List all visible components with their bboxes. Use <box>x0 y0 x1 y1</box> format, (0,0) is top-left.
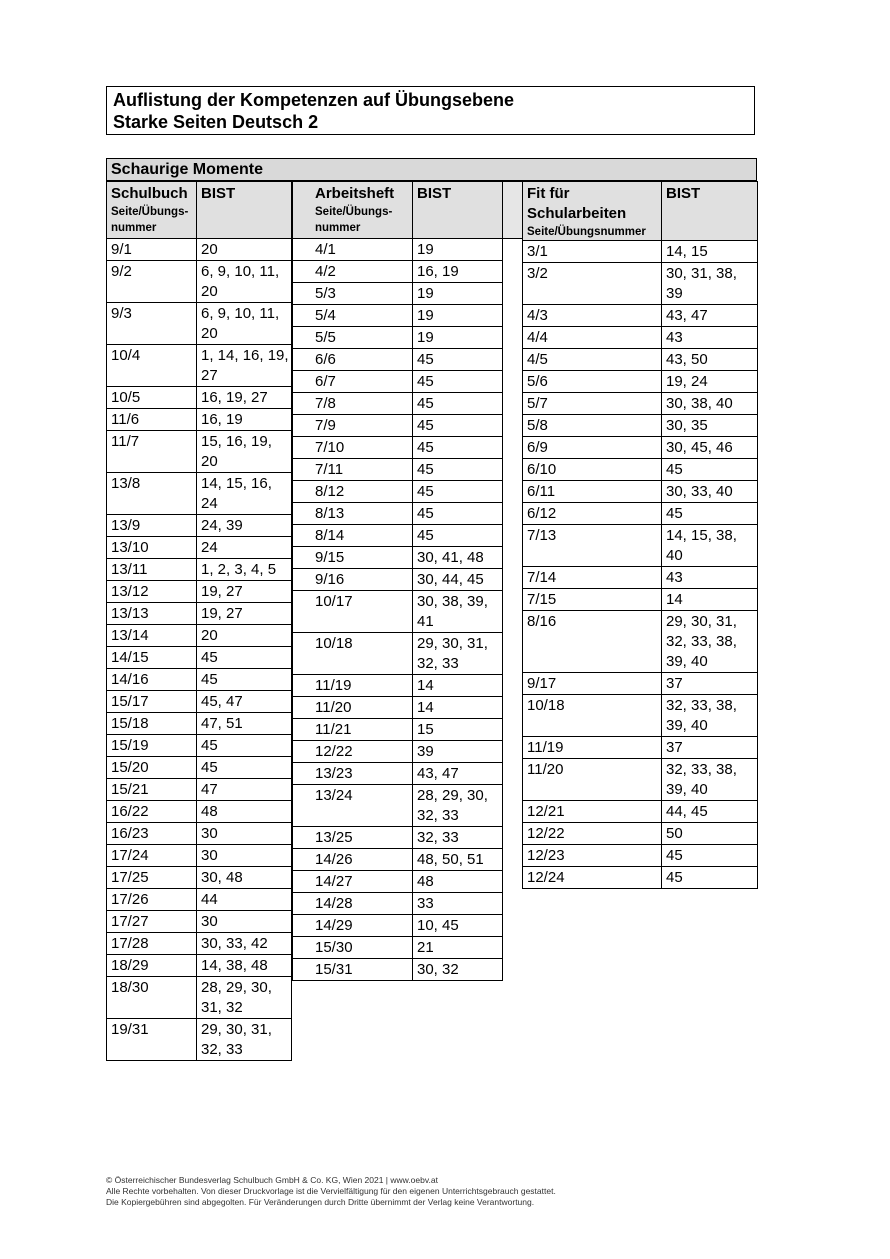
schulbuch-row <box>107 977 292 1019</box>
arbeitsheft-nummer: 7/10 <box>293 437 413 459</box>
fit-row <box>523 349 758 371</box>
arbeitsheft-row <box>293 261 503 283</box>
fit-row <box>523 867 758 889</box>
fit-bist: 43, 47 <box>662 305 758 327</box>
fit-row <box>523 393 758 415</box>
arbeitsheft-row <box>293 415 503 437</box>
arbeitsheft-nummer: 7/8 <box>293 393 413 415</box>
schulbuch-row <box>107 801 292 823</box>
schulbuch-row <box>107 581 292 603</box>
schulbuch-row <box>107 911 292 933</box>
arbeitsheft-nummer: 4/1 <box>293 239 413 261</box>
arbeitsheft-table-body <box>293 182 503 981</box>
arbeitsheft-bist: 30, 38, 39, 41 <box>413 591 503 633</box>
schulbuch-nummer: 17/25 <box>107 867 197 889</box>
schulbuch-nummer: 13/14 <box>107 625 197 647</box>
arbeitsheft-bist: 29, 30, 31, 32, 33 <box>413 633 503 675</box>
arbeitsheft-row <box>293 915 503 937</box>
schulbuch-nummer: 17/28 <box>107 933 197 955</box>
fit-nummer: 7/13 <box>523 525 662 567</box>
arbeitsheft-nummer: 8/12 <box>293 481 413 503</box>
fit-bist: 45 <box>662 867 758 889</box>
fit-bist: 45 <box>662 503 758 525</box>
arbeitsheft-bist: 45 <box>413 415 503 437</box>
schulbuch-bist: 47 <box>197 779 292 801</box>
arbeitsheft-nummer: 15/30 <box>293 937 413 959</box>
arbeitsheft-row <box>293 849 503 871</box>
fit-nummer: 11/19 <box>523 737 662 759</box>
arbeitsheft-nummer: 6/7 <box>293 371 413 393</box>
arbeitsheft-bist: 30, 41, 48 <box>413 547 503 569</box>
arbeitsheft-bist: 14 <box>413 675 503 697</box>
arbeitsheft-row <box>293 305 503 327</box>
fit-bist: 30, 38, 40 <box>662 393 758 415</box>
arbeitsheft-nummer: 5/4 <box>293 305 413 327</box>
schulbuch-bist: 6, 9, 10, 11, 20 <box>197 303 292 345</box>
document-title: Auflistung der Kompetenzen auf Übungsebene <box>113 90 515 110</box>
fit-bist: 14, 15, 38, 40 <box>662 525 758 567</box>
fit-bist: 45 <box>662 845 758 867</box>
arbeitsheft-row <box>293 525 503 547</box>
schulbuch-bist: 30, 48 <box>197 867 292 889</box>
fit-bist: 32, 33, 38, 39, 40 <box>662 695 758 737</box>
document-subtitle: Starke Seiten Deutsch 2 <box>113 112 319 132</box>
arbeitsheft-row <box>293 481 503 503</box>
schulbuch-nummer: 19/31 <box>107 1019 197 1061</box>
fit-row <box>523 327 758 349</box>
arbeitsheft-row <box>293 785 503 827</box>
arbeitsheft-nummer: 8/13 <box>293 503 413 525</box>
schulbuch-bist: 44 <box>197 889 292 911</box>
arbeitsheft-row <box>293 569 503 591</box>
arbeitsheft-nummer: 15/31 <box>293 959 413 981</box>
arbeitsheft-row <box>293 893 503 915</box>
arbeitsheft-row <box>293 675 503 697</box>
fit-bist: 32, 33, 38, 39, 40 <box>662 759 758 801</box>
schulbuch-row <box>107 779 292 801</box>
schulbuch-bist: 16, 19 <box>197 409 292 431</box>
footer-fees: Die Kopiergebühren sind abgegolten. Für Veränderungen durch Dritte übernimmt der Verlag keine Verantwortung. <box>106 1197 535 1207</box>
fit-nummer: 12/22 <box>523 823 662 845</box>
arbeitsheft-row <box>293 283 503 305</box>
fit-nummer: 5/6 <box>523 371 662 393</box>
schulbuch-row <box>107 867 292 889</box>
fit-row <box>523 503 758 525</box>
fit-nummer: 5/7 <box>523 393 662 415</box>
schulbuch-bist: 45 <box>197 735 292 757</box>
schulbuch-bist: 14, 15, 16, 24 <box>197 473 292 515</box>
arbeitsheft-nummer: 6/6 <box>293 349 413 371</box>
schulbuch-table-body <box>107 182 292 1061</box>
arbeitsheft-nummer: 11/21 <box>293 719 413 741</box>
arbeitsheft-row <box>293 937 503 959</box>
fit-nummer: 6/11 <box>523 481 662 503</box>
arbeitsheft-row <box>293 327 503 349</box>
arbeitsheft-nummer: 14/27 <box>293 871 413 893</box>
fit-nummer: 6/9 <box>523 437 662 459</box>
fit-nummer: 4/4 <box>523 327 662 349</box>
schulbuch-row <box>107 647 292 669</box>
schulbuch-bist: 47, 51 <box>197 713 292 735</box>
schulbuch-bist: 45 <box>197 647 292 669</box>
fit-bist: 30, 33, 40 <box>662 481 758 503</box>
arbeitsheft-bist: 45 <box>413 349 503 371</box>
bist-header-label: BIST <box>666 185 701 202</box>
arbeitsheft-row <box>293 871 503 893</box>
arbeitsheft-header <box>293 182 413 239</box>
arbeitsheft-row <box>293 371 503 393</box>
arbeitsheft-bist-header <box>413 182 503 239</box>
schulbuch-row <box>107 303 292 345</box>
arbeitsheft-bist: 15 <box>413 719 503 741</box>
section-title: Schaurige Momente <box>106 158 757 181</box>
schulbuch-bist: 20 <box>197 239 292 261</box>
fit-row <box>523 371 758 393</box>
fit-nummer: 11/20 <box>523 759 662 801</box>
fit-bist: 37 <box>662 673 758 695</box>
fit-bist: 45 <box>662 459 758 481</box>
schulbuch-nummer: 18/30 <box>107 977 197 1019</box>
arbeitsheft-nummer: 7/9 <box>293 415 413 437</box>
arbeitsheft-nummer: 9/16 <box>293 569 413 591</box>
arbeitsheft-nummer: 5/3 <box>293 283 413 305</box>
fit-nummer: 12/21 <box>523 801 662 823</box>
schulbuch-nummer: 14/15 <box>107 647 197 669</box>
arbeitsheft-row <box>293 719 503 741</box>
arbeitsheft-row <box>293 633 503 675</box>
fit-row <box>523 801 758 823</box>
schulbuch-bist: 30, 33, 42 <box>197 933 292 955</box>
footer-copyright: © Österreichischer Bundesverlag Schulbuch GmbH & Co. KG, Wien 2021 | www.oebv.at <box>106 1175 438 1185</box>
arbeitsheft-nummer: 13/24 <box>293 785 413 827</box>
schulbuch-bist: 19, 27 <box>197 581 292 603</box>
fit-bist: 37 <box>662 737 758 759</box>
arbeitsheft-bist: 33 <box>413 893 503 915</box>
schulbuch-nummer: 17/24 <box>107 845 197 867</box>
schulbuch-row <box>107 409 292 431</box>
arbeitsheft-nummer: 14/26 <box>293 849 413 871</box>
arbeitsheft-row <box>293 349 503 371</box>
schulbuch-nummer: 18/29 <box>107 955 197 977</box>
fit-bist: 44, 45 <box>662 801 758 823</box>
arbeitsheft-bist: 19 <box>413 283 503 305</box>
arbeitsheft-row <box>293 591 503 633</box>
fit-nummer: 3/1 <box>523 241 662 263</box>
fit-row <box>523 759 758 801</box>
fit-row <box>523 415 758 437</box>
fit-nummer: 12/23 <box>523 845 662 867</box>
fit-nummer: 7/14 <box>523 567 662 589</box>
arbeitsheft-header-label: Arbeitsheft <box>315 185 395 202</box>
arbeitsheft-nummer: 12/22 <box>293 741 413 763</box>
arbeitsheft-nummer: 13/25 <box>293 827 413 849</box>
arbeitsheft-bist: 19 <box>413 305 503 327</box>
arbeitsheft-bist: 45 <box>413 437 503 459</box>
schulbuch-bist: 30 <box>197 823 292 845</box>
arbeitsheft-nummer: 5/5 <box>293 327 413 349</box>
arbeitsheft-row <box>293 503 503 525</box>
fit-row <box>523 673 758 695</box>
arbeitsheft-bist: 30, 32 <box>413 959 503 981</box>
arbeitsheft-row <box>293 459 503 481</box>
schulbuch-header-row <box>107 182 292 239</box>
schulbuch-header <box>107 182 197 239</box>
schulbuch-row <box>107 345 292 387</box>
schulbuch-row <box>107 823 292 845</box>
arbeitsheft-nummer: 10/17 <box>293 591 413 633</box>
fit-bist: 43 <box>662 567 758 589</box>
fit-row <box>523 737 758 759</box>
fit-row <box>523 525 758 567</box>
fit-bist: 14 <box>662 589 758 611</box>
arbeitsheft-nummer: 8/14 <box>293 525 413 547</box>
schulbuch-nummer: 15/18 <box>107 713 197 735</box>
arbeitsheft-bist: 28, 29, 30, 32, 33 <box>413 785 503 827</box>
arbeitsheft-nummer: 11/20 <box>293 697 413 719</box>
schulbuch-nummer: 9/3 <box>107 303 197 345</box>
arbeitsheft-header-row <box>293 182 503 239</box>
arbeitsheft-nummer: 11/19 <box>293 675 413 697</box>
arbeitsheft-bist: 19 <box>413 239 503 261</box>
schulbuch-nummer: 13/10 <box>107 537 197 559</box>
footer <box>106 1175 556 1208</box>
arbeitsheft-bist: 48, 50, 51 <box>413 849 503 871</box>
schulbuch-nummer: 15/20 <box>107 757 197 779</box>
arbeitsheft-row <box>293 697 503 719</box>
fit-table <box>522 181 758 889</box>
schulbuch-row <box>107 845 292 867</box>
schulbuch-nummer: 11/7 <box>107 431 197 473</box>
arbeitsheft-nummer: 13/23 <box>293 763 413 785</box>
arbeitsheft-row <box>293 547 503 569</box>
fit-row <box>523 437 758 459</box>
arbeitsheft-bist: 16, 19 <box>413 261 503 283</box>
schulbuch-bist: 45, 47 <box>197 691 292 713</box>
schulbuch-nummer: 9/1 <box>107 239 197 261</box>
schulbuch-bist: 19, 27 <box>197 603 292 625</box>
schulbuch-row <box>107 955 292 977</box>
schulbuch-bist-header <box>197 182 292 239</box>
fit-bist: 43, 50 <box>662 349 758 371</box>
arbeitsheft-table <box>292 181 503 981</box>
arbeitsheft-row <box>293 959 503 981</box>
fit-bist-header <box>662 182 758 241</box>
fit-bist: 30, 31, 38, 39 <box>662 263 758 305</box>
schulbuch-row <box>107 625 292 647</box>
fit-row <box>523 823 758 845</box>
fit-header-row <box>523 182 758 241</box>
arbeitsheft-bist: 43, 47 <box>413 763 503 785</box>
schulbuch-bist: 6, 9, 10, 11, 20 <box>197 261 292 303</box>
fit-nummer: 5/8 <box>523 415 662 437</box>
arbeitsheft-bist: 45 <box>413 525 503 547</box>
schulbuch-row <box>107 387 292 409</box>
schulbuch-nummer: 13/8 <box>107 473 197 515</box>
arbeitsheft-row <box>293 741 503 763</box>
arbeitsheft-bist: 30, 44, 45 <box>413 569 503 591</box>
fit-table-body <box>523 182 758 889</box>
schulbuch-nummer: 13/11 <box>107 559 197 581</box>
fit-bist: 19, 24 <box>662 371 758 393</box>
schulbuch-nummer: 11/6 <box>107 409 197 431</box>
fit-row <box>523 567 758 589</box>
fit-nummer: 12/24 <box>523 867 662 889</box>
fit-header-label: Fit für Schularbeiten <box>527 185 627 222</box>
schulbuch-row <box>107 889 292 911</box>
fit-nummer: 6/12 <box>523 503 662 525</box>
schulbuch-bist: 28, 29, 30, 31, 32 <box>197 977 292 1019</box>
arbeitsheft-bist: 45 <box>413 503 503 525</box>
schulbuch-row <box>107 473 292 515</box>
arbeitsheft-bist: 21 <box>413 937 503 959</box>
bist-header-label: BIST <box>201 185 236 202</box>
arbeitsheft-nummer: 4/2 <box>293 261 413 283</box>
schulbuch-nummer: 17/26 <box>107 889 197 911</box>
schulbuch-row <box>107 603 292 625</box>
fit-row <box>523 241 758 263</box>
arbeitsheft-row <box>293 239 503 261</box>
schulbuch-row <box>107 691 292 713</box>
schulbuch-bist: 30 <box>197 845 292 867</box>
schulbuch-bist: 20 <box>197 625 292 647</box>
fit-bist: 29, 30, 31, 32, 33, 38, 39, 40 <box>662 611 758 673</box>
fit-nummer: 4/3 <box>523 305 662 327</box>
footer-rights: Alle Rechte vorbehalten. Von dieser Druckvorlage ist die Vervielfältigung für den eigenen Unterrichtsgebrauch gestattet. <box>106 1186 556 1196</box>
arbeitsheft-bist: 45 <box>413 459 503 481</box>
fit-row <box>523 695 758 737</box>
fit-nummer: 9/17 <box>523 673 662 695</box>
fit-row <box>523 305 758 327</box>
schulbuch-row <box>107 735 292 757</box>
fit-row <box>523 459 758 481</box>
schulbuch-header-label: Schulbuch <box>111 185 188 202</box>
fit-row <box>523 589 758 611</box>
schulbuch-bist: 14, 38, 48 <box>197 955 292 977</box>
title-box <box>106 86 755 135</box>
fit-nummer: 3/2 <box>523 263 662 305</box>
schulbuch-nummer: 16/23 <box>107 823 197 845</box>
schulbuch-nummer: 10/4 <box>107 345 197 387</box>
arbeitsheft-bist: 32, 33 <box>413 827 503 849</box>
schulbuch-bist: 24 <box>197 537 292 559</box>
schulbuch-row <box>107 239 292 261</box>
bist-header-label: BIST <box>417 185 452 202</box>
schulbuch-row <box>107 431 292 473</box>
arbeitsheft-bist: 45 <box>413 481 503 503</box>
schulbuch-bist: 30 <box>197 911 292 933</box>
schulbuch-nummer: 15/19 <box>107 735 197 757</box>
arbeitsheft-bist: 45 <box>413 371 503 393</box>
arbeitsheft-nummer: 14/29 <box>293 915 413 937</box>
fit-nummer: 10/18 <box>523 695 662 737</box>
schulbuch-bist: 48 <box>197 801 292 823</box>
arbeitsheft-row <box>293 827 503 849</box>
fit-bist: 14, 15 <box>662 241 758 263</box>
arbeitsheft-bist: 14 <box>413 697 503 719</box>
schulbuch-table <box>106 181 292 1061</box>
arbeitsheft-nummer: 7/11 <box>293 459 413 481</box>
arbeitsheft-bist: 45 <box>413 393 503 415</box>
schulbuch-nummer: 13/13 <box>107 603 197 625</box>
schulbuch-bist: 29, 30, 31, 32, 33 <box>197 1019 292 1061</box>
arbeitsheft-nummer: 14/28 <box>293 893 413 915</box>
fit-bist: 30, 35 <box>662 415 758 437</box>
arbeitsheft-row <box>293 763 503 785</box>
column-gap-2 <box>501 181 523 239</box>
arbeitsheft-nummer: 9/15 <box>293 547 413 569</box>
fit-header <box>523 182 662 241</box>
fit-nummer: 7/15 <box>523 589 662 611</box>
schulbuch-bist: 24, 39 <box>197 515 292 537</box>
fit-row <box>523 263 758 305</box>
arbeitsheft-bist: 10, 45 <box>413 915 503 937</box>
fit-bist: 43 <box>662 327 758 349</box>
schulbuch-row <box>107 515 292 537</box>
fit-bist: 30, 45, 46 <box>662 437 758 459</box>
schulbuch-row <box>107 933 292 955</box>
schulbuch-bist: 1, 14, 16, 19, 27 <box>197 345 292 387</box>
schulbuch-nummer: 15/21 <box>107 779 197 801</box>
schulbuch-nummer: 16/22 <box>107 801 197 823</box>
schulbuch-row <box>107 713 292 735</box>
schulbuch-row <box>107 537 292 559</box>
schulbuch-bist: 15, 16, 19, 20 <box>197 431 292 473</box>
schulbuch-nummer: 13/12 <box>107 581 197 603</box>
fit-row <box>523 845 758 867</box>
fit-nummer: 4/5 <box>523 349 662 371</box>
arbeitsheft-row <box>293 393 503 415</box>
arbeitsheft-row <box>293 437 503 459</box>
fit-bist: 50 <box>662 823 758 845</box>
schulbuch-nummer: 15/17 <box>107 691 197 713</box>
schulbuch-row <box>107 261 292 303</box>
schulbuch-bist: 1, 2, 3, 4, 5 <box>197 559 292 581</box>
schulbuch-row <box>107 1019 292 1061</box>
arbeitsheft-bist: 48 <box>413 871 503 893</box>
schulbuch-bist: 45 <box>197 669 292 691</box>
schulbuch-nummer: 14/16 <box>107 669 197 691</box>
arbeitsheft-bist: 19 <box>413 327 503 349</box>
arbeitsheft-nummer: 10/18 <box>293 633 413 675</box>
schulbuch-row <box>107 559 292 581</box>
fit-nummer: 6/10 <box>523 459 662 481</box>
schulbuch-header-sub: Seite/Übungs-nummer <box>111 206 189 234</box>
fit-nummer: 8/16 <box>523 611 662 673</box>
fit-row <box>523 481 758 503</box>
schulbuch-row <box>107 669 292 691</box>
schulbuch-nummer: 13/9 <box>107 515 197 537</box>
schulbuch-bist: 45 <box>197 757 292 779</box>
arbeitsheft-bist: 39 <box>413 741 503 763</box>
schulbuch-bist: 16, 19, 27 <box>197 387 292 409</box>
fit-header-sub: Seite/Übungsnummer <box>527 226 646 238</box>
schulbuch-nummer: 17/27 <box>107 911 197 933</box>
schulbuch-row <box>107 757 292 779</box>
fit-row <box>523 611 758 673</box>
schulbuch-nummer: 10/5 <box>107 387 197 409</box>
arbeitsheft-header-sub: Seite/Übungs-nummer <box>315 206 393 234</box>
schulbuch-nummer: 9/2 <box>107 261 197 303</box>
